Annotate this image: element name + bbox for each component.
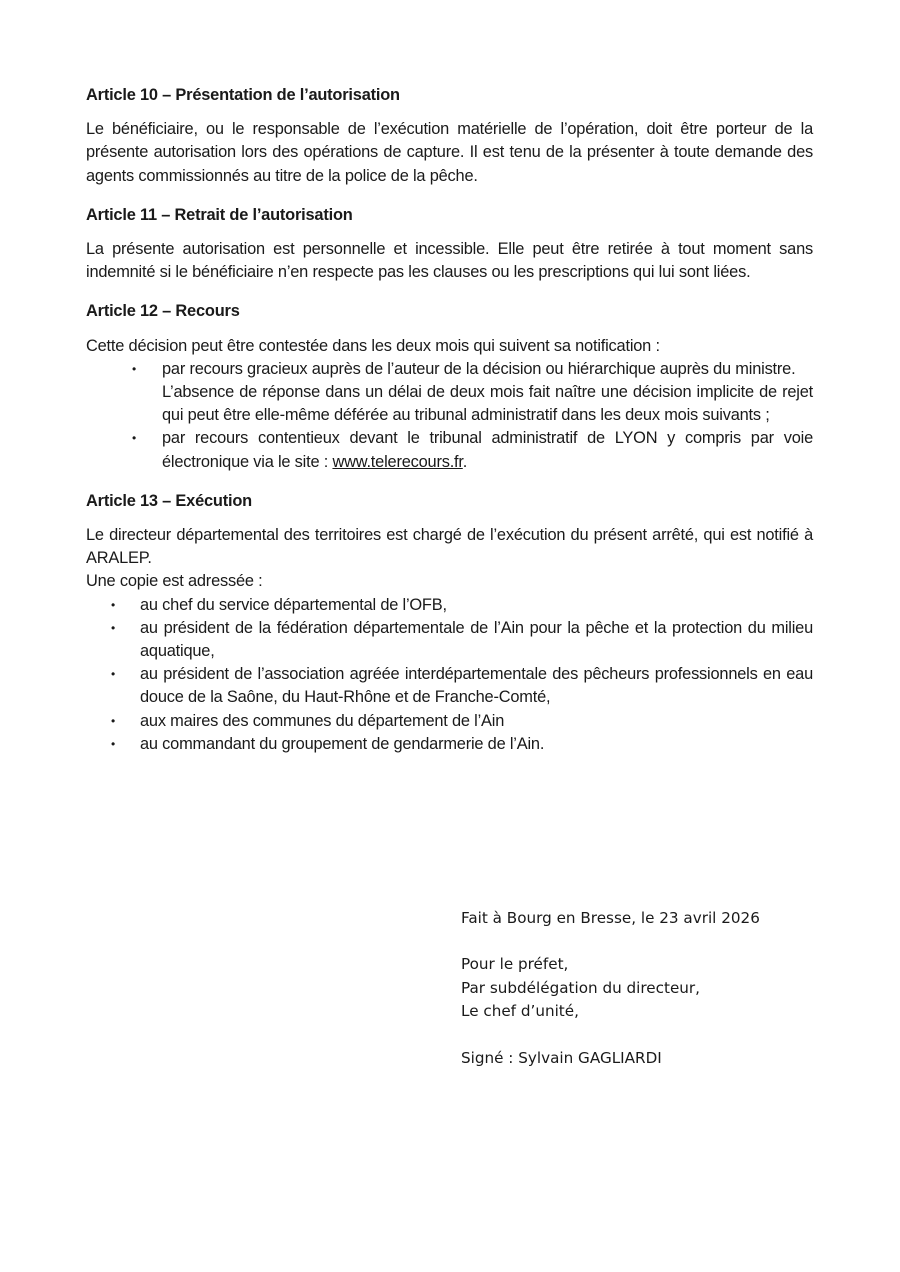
document-page [86,84,813,772]
list-item-continuation: L’absence de réponse dans un délai de deux mois fait naître une décision implicite de rejet qui peut être elle-même déférée au tribunal administratif dans les deux mois suivants ; [162,383,813,425]
list-item [86,710,813,733]
list-item [86,663,813,709]
article-body: Le directeur départemental des territoires est chargé de l’exécution du présent arrêté, qui est notifié à ARALEP. [86,526,813,568]
list-item-text: au président de l’association agréée interdépartementale des pêcheurs professionnels en eau douce de la Saône, du Haut-Rhône et de Franche-Comté, [140,665,813,707]
list-item-text: par recours gracieux auprès de l’auteur de la décision ou hiérarchique auprès du ministre. [162,359,796,378]
list-item-text: par recours contentieux devant le tribunal administratif de LYON y compris par voie électronique via le site : [162,429,813,471]
signatory-name: Signé : Sylvain GAGLIARDI [461,1048,662,1067]
place-date: Fait à Bourg en Bresse, le 23 avril 2026 [461,909,760,927]
recours-list [86,358,813,474]
list-item-text: au président de la fédération départementale de l’Ain pour la pêche et la protection du milieu aquatique, [140,618,813,661]
bullet-icon: • [111,736,116,751]
article-intro: Cette décision peut être contestée dans les deux mois qui suivent sa notification : [86,336,660,355]
telerecours-link[interactable]: www.telerecours.fr [332,452,463,471]
signature-line: Pour le préfet, [461,955,569,974]
signature-block [461,907,760,1070]
article-13 [86,490,813,756]
article-heading: Article 11 – Retrait de l’autorisation [86,205,353,224]
article-12 [86,300,813,473]
article-body: Le bénéficiaire, ou le responsable de l’exécution matérielle de l’opération, doit être porteur de la présente autorisation lors des opérations de capture. Il est tenu de la présenter à toute demande des agents commissionnés au titre de la police de la pêche. [86,120,813,185]
article-body: La présente autorisation est personnelle et incessible. Elle peut être retirée à tout moment sans indemnité si le bénéficiaire n’en respecte pas les clauses ou les prescriptions qui lui sont liées. [86,240,813,282]
list-item [86,358,813,428]
list-item [86,617,813,663]
bullet-icon: • [111,667,116,682]
article-10 [86,84,813,188]
bullet-icon: • [111,620,116,635]
signature-line: Le chef d’unité, [461,1002,579,1021]
bullet-icon: • [132,431,137,446]
article-heading: Article 12 – Recours [86,302,240,321]
list-item-text: au chef du service départemental de l’OFB, [140,595,447,614]
list-item [86,427,813,473]
bullet-icon: • [111,597,116,612]
bullet-icon: • [111,713,116,728]
article-heading: Article 10 – Présentation de l’autorisation [86,86,400,104]
list-item-suffix: . [462,452,468,471]
article-11 [86,204,813,285]
signature-line: Par subdélégation du directeur, [461,978,701,997]
list-item-text: aux maires des communes du département de l’Ain [140,711,505,730]
copies-list [86,594,813,756]
list-item [86,733,813,756]
bullet-icon: • [132,361,137,376]
article-heading: Article 13 – Exécution [86,491,252,510]
list-item [86,594,813,617]
list-item-text: au commandant du groupement de gendarmerie de l’Ain. [140,734,545,753]
article-intro: Une copie est adressée : [86,572,263,591]
